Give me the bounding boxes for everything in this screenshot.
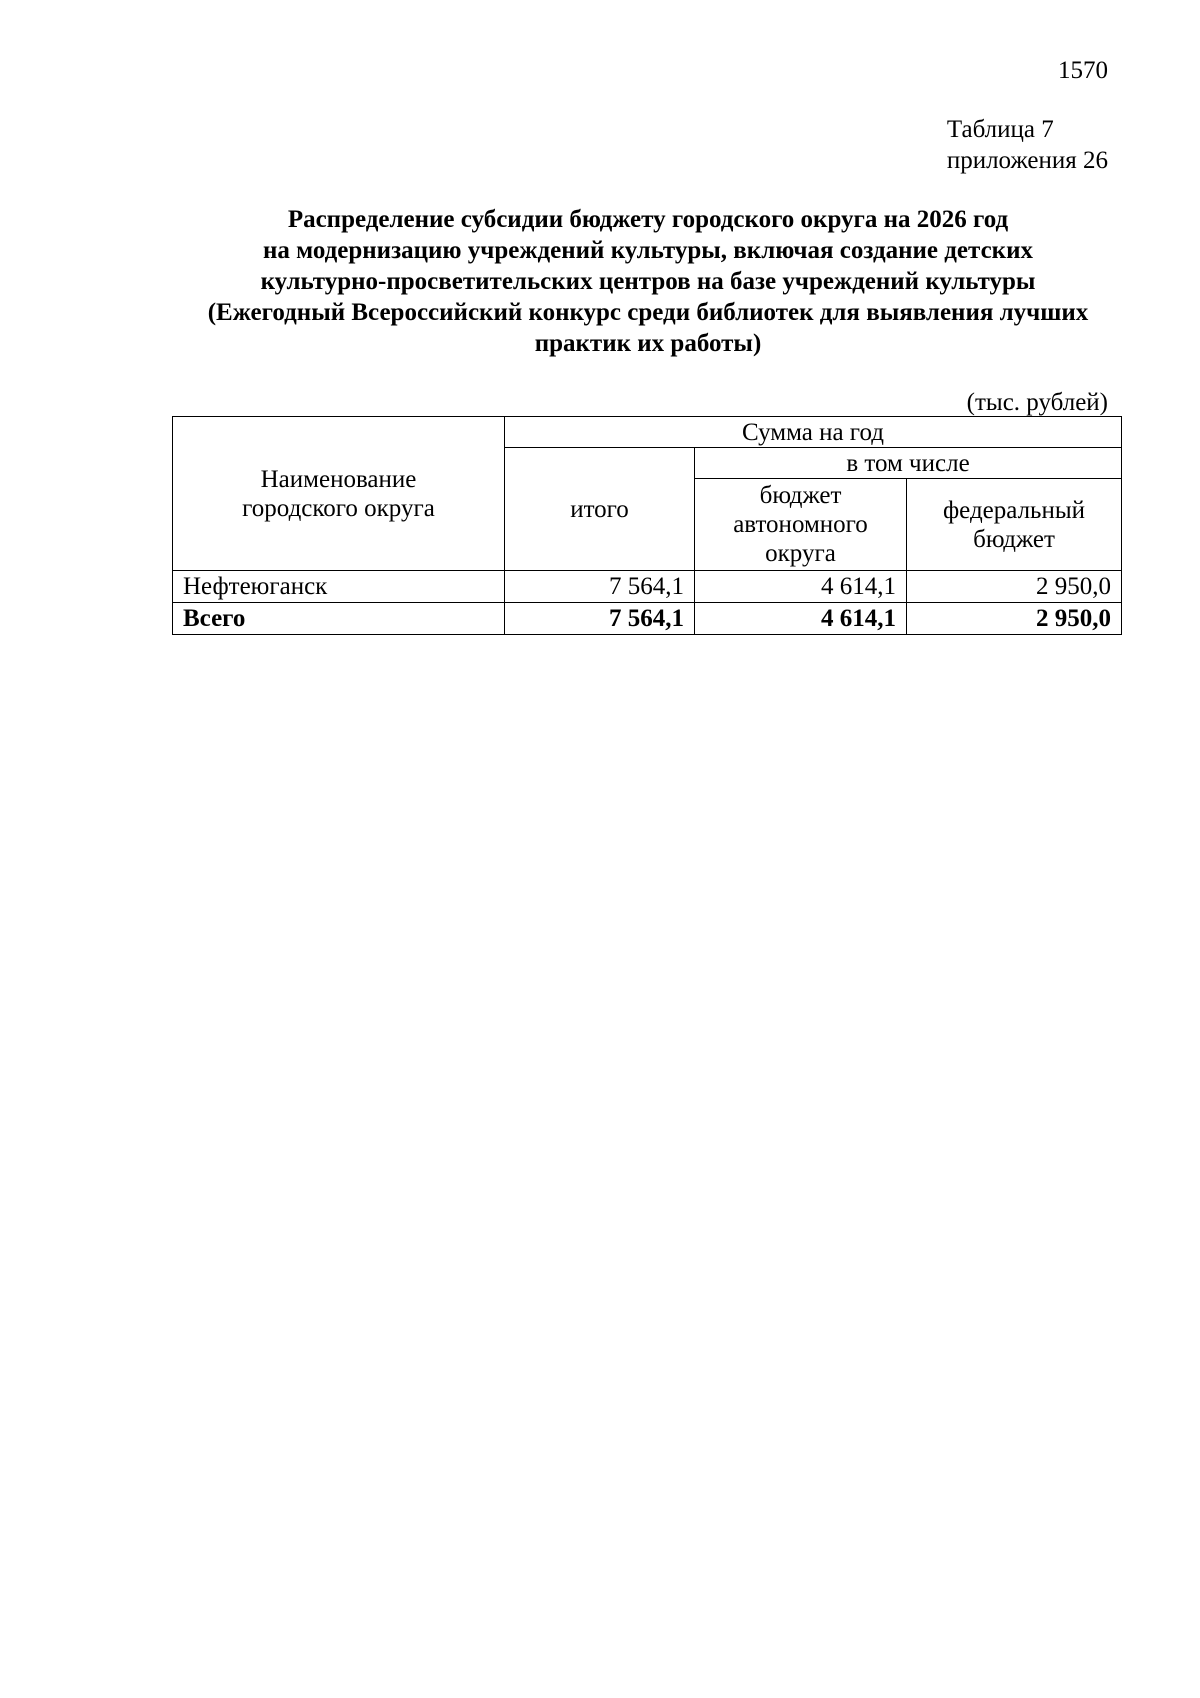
- total-row: [173, 603, 1122, 635]
- document-title: [172, 204, 1124, 359]
- header-name: [173, 417, 505, 571]
- title-line-1: Распределение субсидии бюджету городского округа на 2026 год: [287, 206, 1009, 233]
- table-reference: [947, 114, 1108, 176]
- total-row-name: Всего: [173, 603, 505, 635]
- table-number: Таблица 7: [946, 116, 1054, 143]
- total-row-okrug: 4 614,1: [695, 603, 907, 635]
- header-okrug-line-2: автономного: [733, 511, 868, 538]
- header-including: в том числе: [695, 448, 1122, 479]
- row-okrug: 4 614,1: [695, 571, 907, 603]
- total-row-federal: 2 950,0: [907, 603, 1122, 635]
- page-number: 1570: [1058, 57, 1108, 84]
- subsidy-table: [172, 416, 1122, 635]
- appendix-number: приложения 26: [946, 147, 1108, 174]
- table-row: [173, 571, 1122, 603]
- header-federal-line-1: федеральный: [942, 496, 1086, 524]
- title-line-5: практик их работы): [534, 330, 762, 357]
- row-total: 7 564,1: [505, 571, 695, 603]
- header-total: итого: [505, 448, 695, 571]
- header-okrug-line-1: бюджет: [759, 482, 842, 509]
- header-okrug-line-3: округа: [765, 540, 836, 567]
- units-label: (тыс. рублей): [966, 389, 1108, 416]
- row-name: Нефтеюганск: [173, 571, 505, 603]
- row-federal: 2 950,0: [907, 571, 1122, 603]
- header-federal-budget: [907, 479, 1122, 571]
- header-name-line-1: Наименование: [260, 465, 417, 493]
- header-row-1: [173, 417, 1122, 448]
- total-row-total: 7 564,1: [505, 603, 695, 635]
- header-name-line-2: городского округа: [242, 494, 435, 522]
- title-line-2: на модернизацию учреждений культуры, включая создание детских: [262, 237, 1033, 264]
- header-federal-line-2: бюджет: [973, 525, 1055, 553]
- title-line-4: (Ежегодный Всероссийский конкурс среди библиотек для выявления лучших: [207, 299, 1089, 326]
- title-line-3: культурно-просветительских центров на базе учреждений культуры: [260, 268, 1036, 295]
- header-sum-per-year: Сумма на год: [505, 417, 1122, 448]
- header-okrug-budget: [695, 479, 907, 571]
